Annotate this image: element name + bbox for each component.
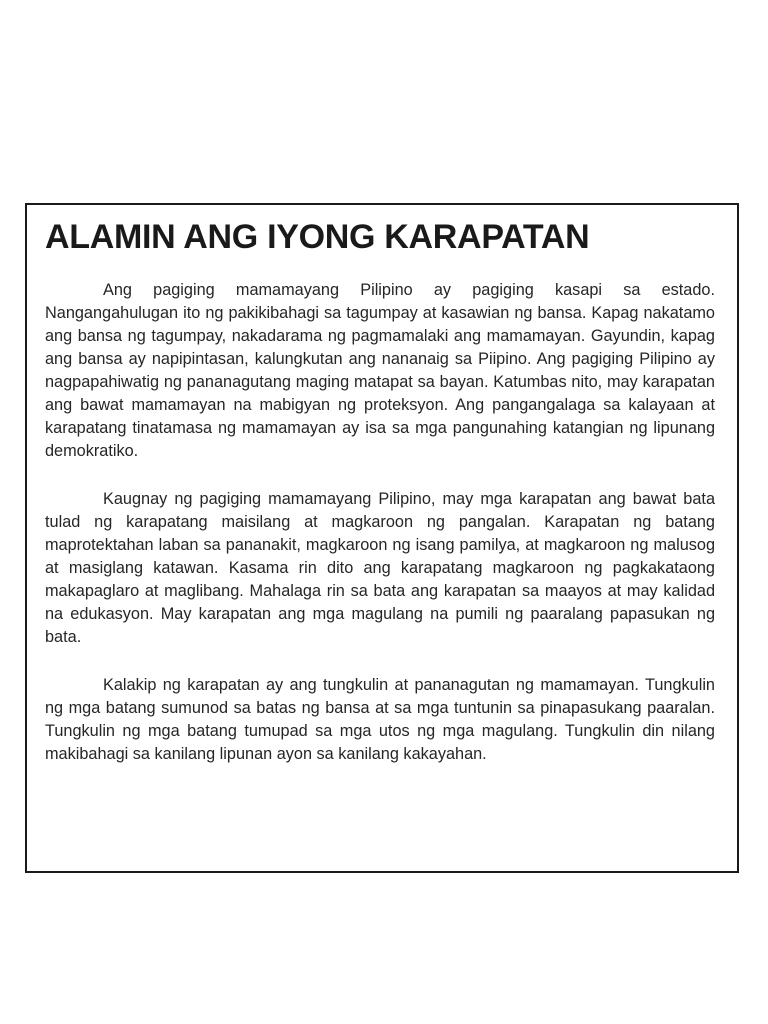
paragraph-duties: Kalakip ng karapatan ay ang tungkulin at pananagutan ng mamamayan. Tungkulin ng mga batang sumunod sa batas ng bansa at sa mga tuntunin sa pinapasukang paaralan. Tungkulin ng mga batang tumupad sa mga utos ng mga magulang. Tungkulin din nilang makibahagi sa kanilang lipunan ayon sa kanilang kakayahan. <box>45 676 715 763</box>
paragraph-citizenship: Ang pagiging mamamayang Pilipino ay pagiging kasapi sa estado. Nangangahulugan ito ng pakikibahagi sa tagumpay at kasawian ng bansa. Kapag nakatamo ang bansa ng tagumpay, nakadarama ng pagmamalaki ang mamamayan. Gayundin, kapag ang bansa ay napipintasan, kalungkutan ang nananaig sa Piipino. Ang pagiging Pilipino ay nagpapahiwatig ng pananagutang maging matapat sa bayan. Katumbas nito, may karapatan ang bawat mamamayan na mabigyan ng proteksyon. Ang pangangalaga sa kalayaan at karapatang tinatamasa ng mamamayan ay isa sa mga pangunahing katangian ng lipunang demokratiko. <box>45 281 715 460</box>
document-frame <box>25 203 739 873</box>
paragraph-child-rights: Kaugnay ng pagiging mamamayang Pilipino, may mga karapatan ang bawat bata tulad ng karapatang maisilang at magkaroon ng pangalan. Karapatan ng batang maprotektahan laban sa pananakit, magkaroon ng isang pamilya, at magkaroon ng malusog at masiglang katawan. Kasama rin dito ang karapatang magkaroon ng pagkakataong makapaglaro at maglibang. Mahalaga rin sa bata ang karapatan sa maayos at may kalidad na edukasyon. May karapatan ang mga magulang na pumili ng paaralang papasukan ng bata. <box>45 490 715 646</box>
document-title: ALAMIN ANG IYONG KARAPATAN <box>45 218 590 256</box>
